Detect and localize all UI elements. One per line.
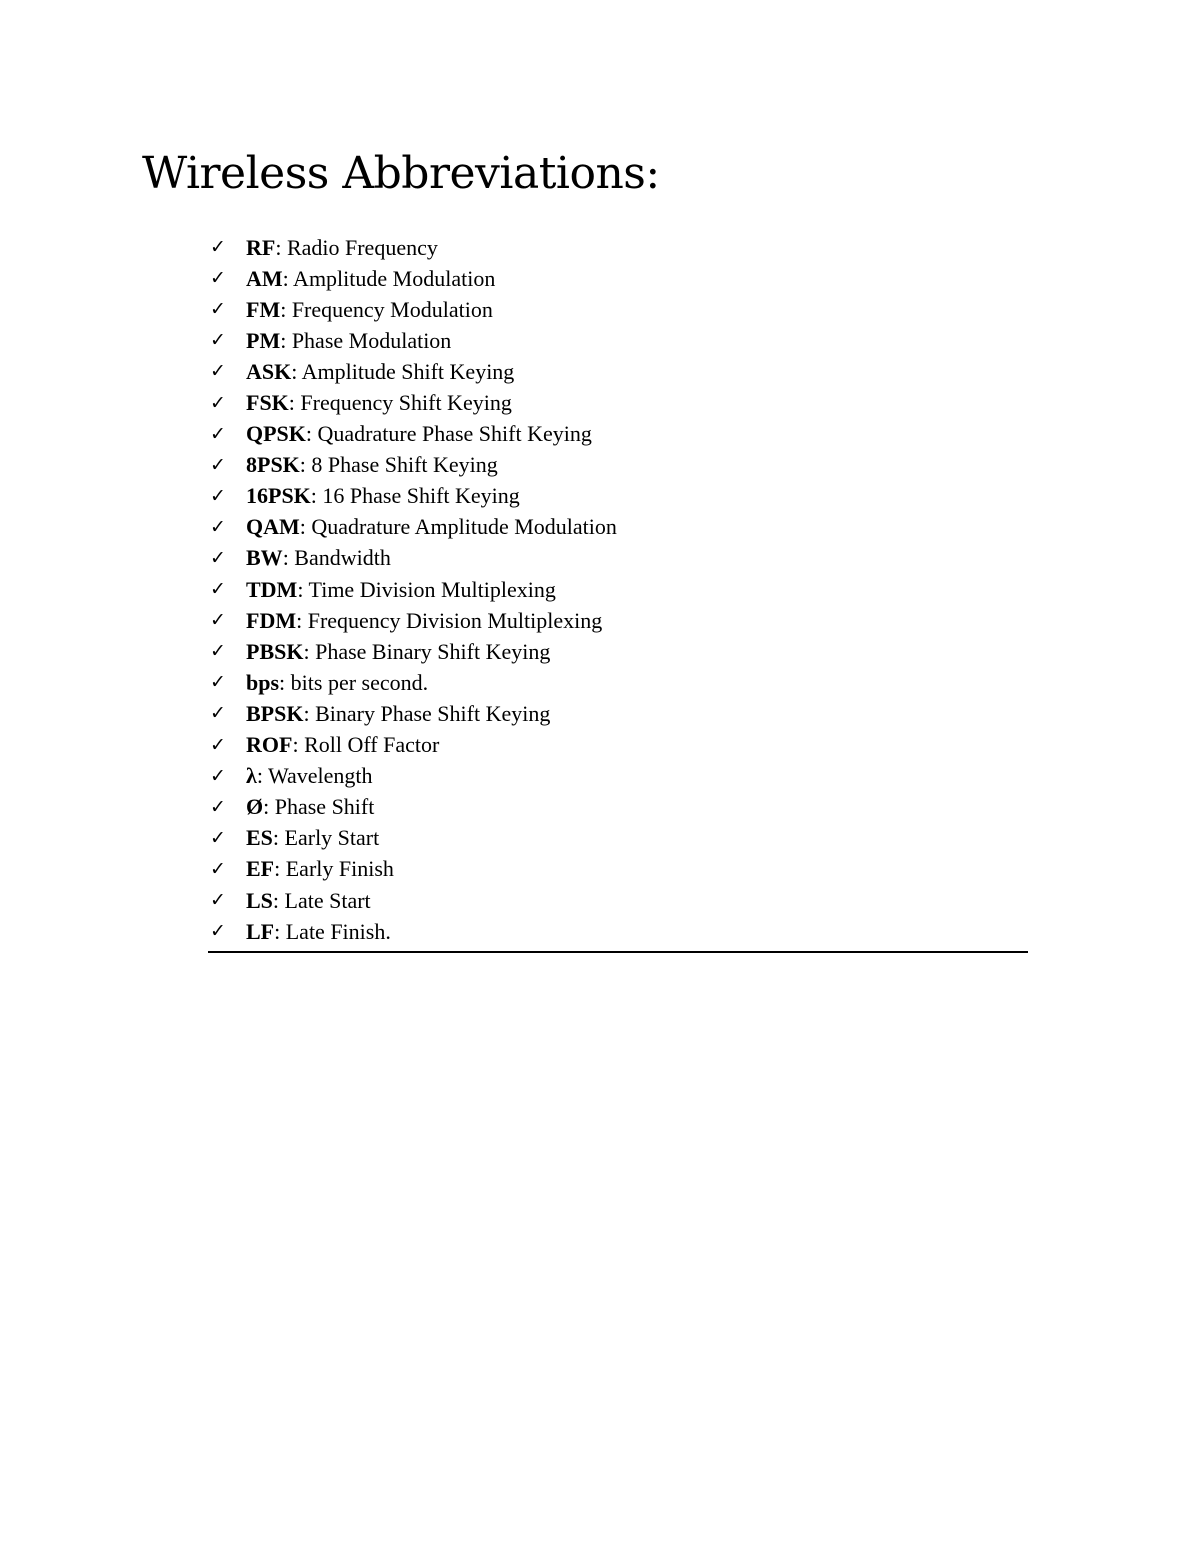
checkmark-icon: ✓ <box>210 702 226 725</box>
abbreviation-term: PBSK <box>246 638 304 664</box>
list-item <box>208 698 1028 729</box>
checkmark-icon: ✓ <box>210 920 226 943</box>
abbreviation-term: 16PSK <box>246 483 311 509</box>
list-item <box>208 636 1028 667</box>
abbreviation-term: BW <box>246 545 283 571</box>
abbreviation-term: EF <box>246 856 275 882</box>
list-item <box>208 294 1028 325</box>
abbreviation-definition: : Phase Modulation <box>280 327 452 353</box>
abbreviation-term: ASK <box>246 358 292 384</box>
abbreviation-definition: : bits per second. <box>279 669 429 695</box>
abbreviation-definition: : 8 Phase Shift Keying <box>299 452 498 478</box>
checkmark-icon: ✓ <box>210 267 226 290</box>
abbreviation-term: QPSK <box>246 421 306 447</box>
abbreviation-definition: : Bandwidth <box>282 545 391 571</box>
abbreviation-term: BPSK <box>246 700 304 726</box>
list-item <box>208 761 1028 792</box>
abbreviation-term: ROF <box>246 732 293 758</box>
abbreviation-definition: : Phase Binary Shift Keying <box>303 638 551 664</box>
abbreviation-term: FDM <box>246 607 297 633</box>
checkmark-icon: ✓ <box>210 609 226 632</box>
abbreviation-definition: : Binary Phase Shift Keying <box>303 700 551 726</box>
checkmark-icon: ✓ <box>210 236 226 259</box>
checkmark-icon: ✓ <box>210 764 226 787</box>
abbreviation-term: bps <box>246 669 280 695</box>
checkmark-icon: ✓ <box>210 298 226 321</box>
abbreviation-definition: : Phase Shift <box>263 794 375 820</box>
list-item <box>208 823 1028 854</box>
abbreviation-definition: : Frequency Modulation <box>280 296 493 322</box>
abbreviation-list <box>208 232 1028 953</box>
abbreviation-term: PM <box>246 327 281 353</box>
checkmark-icon: ✓ <box>210 360 226 383</box>
checkmark-icon: ✓ <box>210 795 226 818</box>
checkmark-icon: ✓ <box>210 391 226 414</box>
abbreviation-definition: : Frequency Shift Keying <box>288 390 512 416</box>
checkmark-icon: ✓ <box>210 453 226 476</box>
abbreviation-term: LS <box>246 887 273 913</box>
list-item <box>208 356 1028 387</box>
list-item <box>208 387 1028 418</box>
page-title: Wireless Abbreviations: <box>142 148 660 199</box>
checkmark-icon: ✓ <box>210 640 226 663</box>
abbreviation-definition: : Late Finish. <box>274 918 391 944</box>
checkmark-icon: ✓ <box>210 484 226 507</box>
abbreviation-definition: : Wavelength <box>256 763 373 789</box>
abbreviation-term: QAM <box>246 514 300 540</box>
list-item <box>208 916 1028 947</box>
list-item <box>208 605 1028 636</box>
checkmark-icon: ✓ <box>210 826 226 849</box>
list-item <box>208 450 1028 481</box>
abbreviation-definition: : Early Start <box>272 825 380 851</box>
abbreviation-definition: : Early Finish <box>274 856 394 882</box>
checkmark-icon: ✓ <box>210 889 226 912</box>
checkmark-icon: ✓ <box>210 515 226 538</box>
list-item <box>208 854 1028 885</box>
list-item <box>208 792 1028 823</box>
checkmark-icon: ✓ <box>210 329 226 352</box>
abbreviation-definition: : 16 Phase Shift Keying <box>310 483 520 509</box>
checkmark-icon: ✓ <box>210 422 226 445</box>
abbreviation-definition: : Amplitude Shift Keying <box>291 358 515 384</box>
list-item <box>208 574 1028 605</box>
list-item <box>208 885 1028 916</box>
abbreviation-definition: : Late Start <box>272 887 371 913</box>
abbreviation-term: FM <box>246 296 281 322</box>
abbreviation-definition: : Quadrature Amplitude Modulation <box>299 514 617 540</box>
abbreviation-term: λ <box>246 763 257 789</box>
abbreviation-term: 8PSK <box>246 452 300 478</box>
list-item <box>208 543 1028 574</box>
list-item <box>208 512 1028 543</box>
checkmark-icon: ✓ <box>210 546 226 569</box>
abbreviation-definition: : Radio Frequency <box>275 234 438 260</box>
abbreviation-term: AM <box>246 265 283 291</box>
list-item <box>208 325 1028 356</box>
abbreviation-term: LF <box>246 918 275 944</box>
abbreviation-term: RF <box>246 234 276 260</box>
list-item <box>208 232 1028 263</box>
abbreviation-term: Ø <box>246 794 264 820</box>
abbreviation-definition: : Quadrature Phase Shift Keying <box>305 421 592 447</box>
abbreviation-term: TDM <box>246 576 298 602</box>
abbreviation-definition: : Amplitude Modulation <box>282 265 496 291</box>
checkmark-icon: ✓ <box>210 733 226 756</box>
list-item <box>208 263 1028 294</box>
abbreviation-definition: : Roll Off Factor <box>292 732 440 758</box>
abbreviation-term: ES <box>246 825 273 851</box>
list-item <box>208 730 1028 761</box>
abbreviation-definition: : Frequency Division Multiplexing <box>296 607 603 633</box>
list-item <box>208 481 1028 512</box>
checkmark-icon: ✓ <box>210 578 226 601</box>
list-item <box>208 667 1028 698</box>
list-item <box>208 419 1028 450</box>
abbreviation-term: FSK <box>246 390 289 416</box>
abbreviation-definition: : Time Division Multiplexing <box>297 576 556 602</box>
checkmark-icon: ✓ <box>210 671 226 694</box>
checkmark-icon: ✓ <box>210 857 226 880</box>
